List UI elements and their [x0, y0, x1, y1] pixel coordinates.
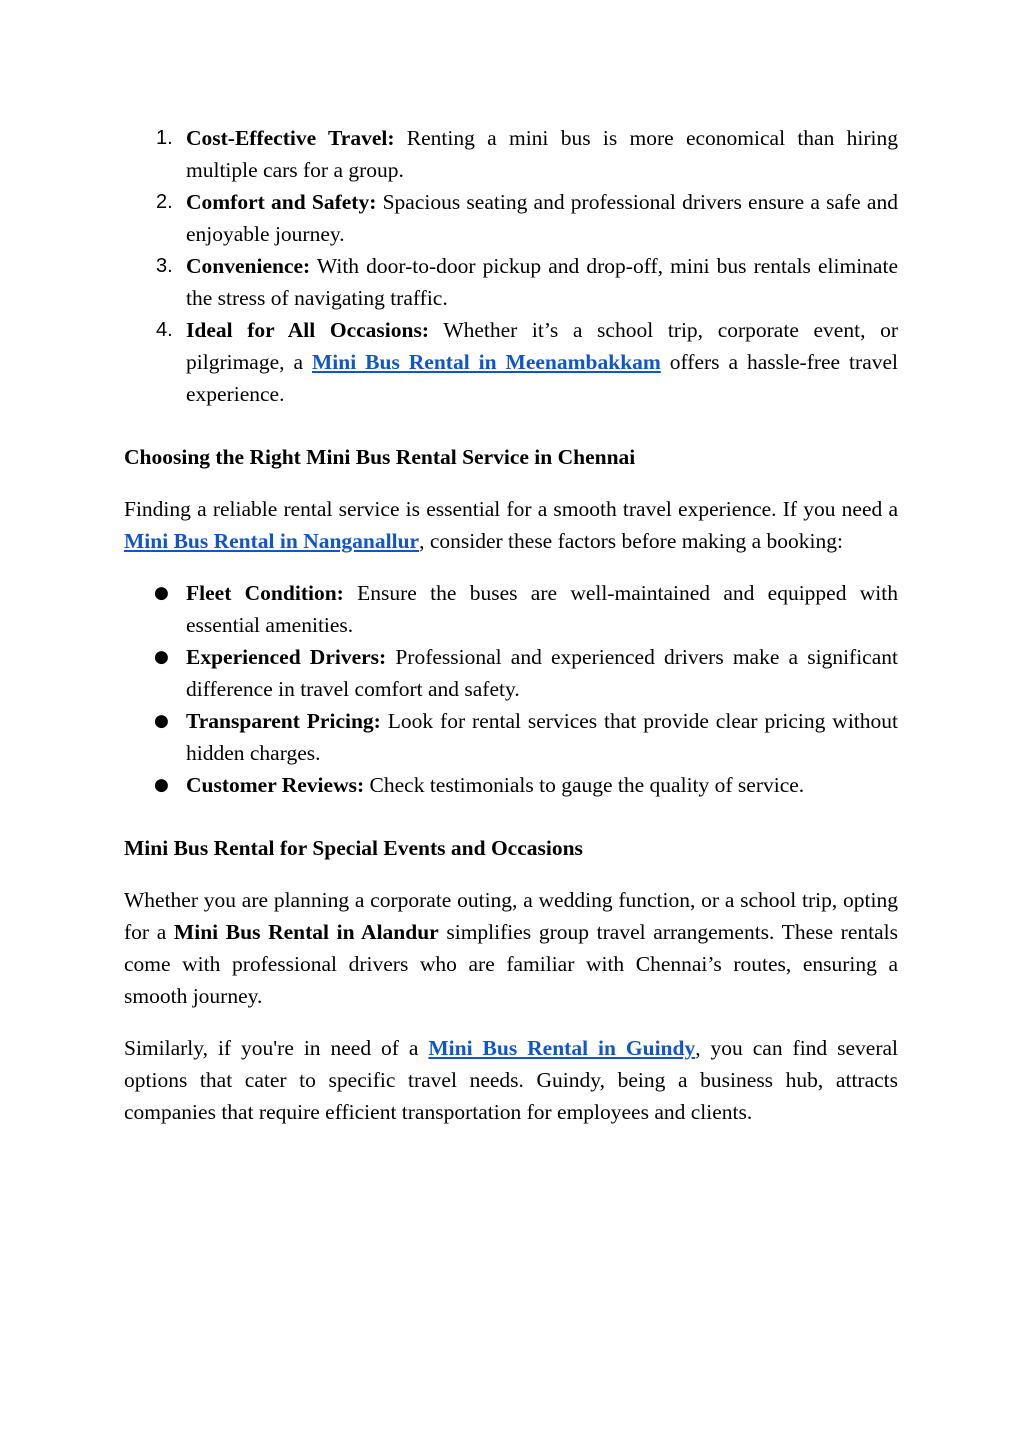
list-item	[124, 577, 898, 641]
list-item-text: Check testimonials to gauge the quality of service.	[364, 773, 805, 797]
list-item-text: Ensure the buses are well-maintained and equipped with essential amenities.	[186, 581, 898, 637]
list-item-text: Renting a mini bus is more economical than hiring multiple cars for a group.	[186, 126, 898, 182]
list-item-text: Spacious seating and professional drivers ensure a safe and enjoyable journey.	[186, 190, 898, 246]
guindy-link[interactable]: Mini Bus Rental in Guindy	[428, 1036, 696, 1060]
bullet-icon: ●	[154, 711, 169, 731]
list-item-text: Professional and experienced drivers make a significant difference in travel comfort and safety.	[186, 645, 898, 701]
list-item	[124, 769, 898, 801]
paragraph-text: simplifies group travel arrangements. These rentals come with professional drivers who are familiar with Chennai’s routes, ensuring a smooth journey.	[124, 920, 898, 1008]
list-item-text: Look for rental services that provide clear pricing without hidden charges.	[186, 709, 898, 765]
paragraph-text: Finding a reliable rental service is essential for a smooth travel experience. If you need a	[124, 497, 898, 521]
section-heading-special-events: Mini Bus Rental for Special Events and Occasions	[124, 836, 583, 860]
meenambakkam-link[interactable]: Mini Bus Rental in Meenambakkam	[311, 350, 661, 374]
paragraph-text: , you can find several options that cater to specific travel needs. Guindy, being a business hub, attracts companies that require efficient transportation for employees and clients.	[124, 1036, 898, 1124]
list-item-title: Comfort and Safety:	[186, 190, 377, 214]
list-item-title: Fleet Condition:	[186, 581, 344, 605]
list-item-text: offers a hassle-free travel experience.	[186, 350, 898, 406]
list-item-title: Convenience:	[186, 254, 311, 278]
list-item-title: Transparent Pricing:	[186, 709, 381, 733]
intro-paragraph	[124, 493, 898, 557]
benefits-numbered-list	[124, 122, 898, 410]
list-item-text: With door-to-door pickup and drop-off, mini bus rentals eliminate the stress of navigating traffic.	[186, 254, 898, 310]
list-number: 3.	[156, 255, 173, 277]
list-item-title: Ideal for All Occasions:	[186, 318, 430, 342]
list-item	[124, 314, 898, 410]
bullet-icon: ●	[154, 647, 169, 667]
list-item	[124, 641, 898, 705]
list-item-title: Customer Reviews:	[186, 773, 365, 797]
list-item-text: Whether it’s a school trip, corporate event, or pilgrimage, a	[186, 318, 898, 374]
paragraph-text: , consider these factors before making a booking:	[419, 529, 843, 553]
bullet-icon: ●	[154, 775, 169, 795]
list-item	[124, 186, 898, 250]
list-item-title: Cost-Effective Travel:	[186, 126, 395, 150]
list-number: 1.	[156, 127, 173, 149]
paragraph-text: Whether you are planning a corporate outing, a wedding function, or a school trip, opting for a	[124, 888, 898, 944]
list-number: 4.	[156, 319, 173, 341]
list-item-title: Experienced Drivers:	[186, 645, 387, 669]
section-heading-choosing: Choosing the Right Mini Bus Rental Service in Chennai	[124, 445, 636, 469]
document-page	[124, 122, 898, 1128]
guindy-paragraph	[124, 1032, 898, 1128]
list-item	[124, 122, 898, 186]
list-item	[124, 250, 898, 314]
nanganallur-link[interactable]: Mini Bus Rental in Nanganallur	[124, 529, 420, 553]
alandur-bold-text: Mini Bus Rental in Alandur	[173, 920, 439, 944]
factors-bullet-list	[124, 577, 898, 801]
bullet-icon: ●	[154, 583, 169, 603]
paragraph-text: Similarly, if you're in need of a	[124, 1036, 429, 1060]
list-number: 2.	[156, 191, 173, 213]
events-paragraph	[124, 884, 898, 1012]
list-item	[124, 705, 898, 769]
